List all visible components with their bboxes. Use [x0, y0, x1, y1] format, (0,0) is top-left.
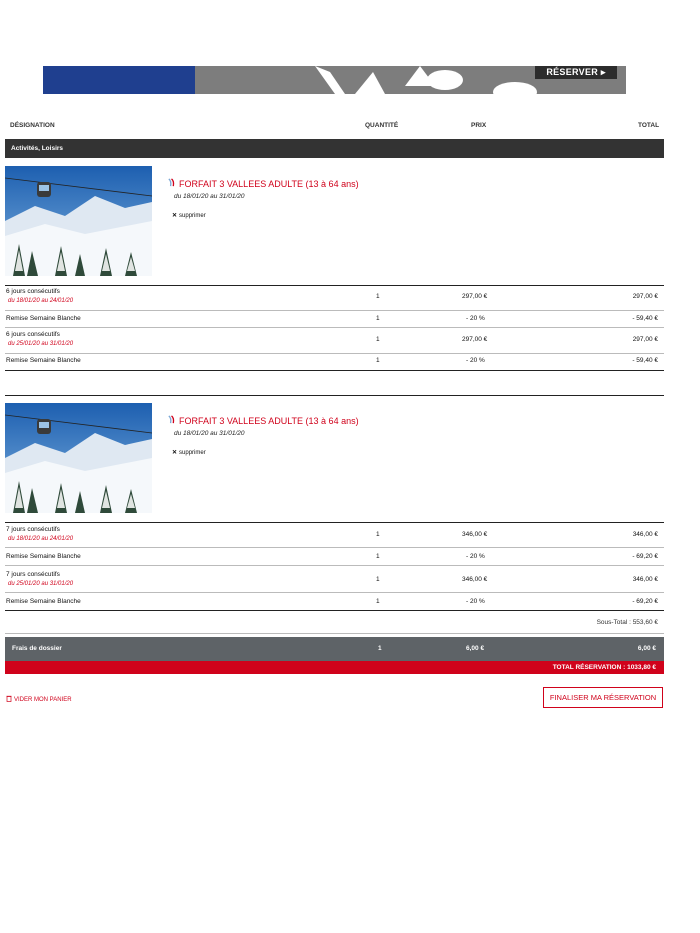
line-total: 297,00 € [632, 336, 658, 343]
grand-total: TOTAL RÉSERVATION : 1033,80 € [552, 664, 656, 671]
fees-qty: 1 [378, 645, 382, 652]
divider [5, 370, 664, 371]
line-label: 7 jours consécutifs [6, 571, 60, 578]
product-title[interactable] [167, 415, 359, 426]
subtotal: Sous-Total : 553,60 € [596, 619, 658, 626]
remove-label: supprimer [179, 212, 206, 219]
column-quantity: QUANTITÉ [365, 122, 399, 129]
line-qty: 1 [376, 357, 380, 364]
line-date: du 25/01/20 au 31/01/20 [8, 341, 74, 347]
line-label: 7 jours consécutifs [6, 526, 60, 533]
line-qty: 1 [376, 336, 380, 343]
product-image [5, 166, 152, 276]
ski-pass-icon [167, 415, 176, 426]
finalize-reservation-button[interactable]: FINALISER MA RÉSERVATION [543, 687, 663, 708]
product-title[interactable] [167, 178, 359, 189]
empty-cart-link[interactable] [6, 695, 72, 704]
line-label: Remise Semaine Blanche [6, 553, 81, 560]
column-total: TOTAL [638, 122, 660, 129]
section-header: Activités, Loisirs [5, 139, 664, 158]
line-qty: 1 [376, 315, 380, 322]
line-price: 297,00 € [462, 336, 488, 343]
line-qty: 1 [376, 293, 380, 300]
line-price: 297,00 € [462, 293, 488, 300]
reserve-button[interactable]: RÉSERVER ▸ [535, 66, 617, 79]
divider [5, 327, 664, 328]
grand-total-row [5, 661, 664, 674]
close-icon: ✕ [172, 213, 178, 219]
ski-pass-icon [167, 178, 176, 189]
product-dates: du 18/01/20 au 31/01/20 [174, 193, 245, 200]
fees-price: 6,00 € [466, 645, 485, 652]
divider [5, 565, 664, 566]
product-title-text: FORFAIT 3 VALLEES ADULTE (13 à 64 ans) [179, 178, 359, 189]
divider [5, 633, 664, 634]
line-label: Remise Semaine Blanche [6, 315, 81, 322]
line-qty: 1 [376, 598, 380, 605]
line-price: - 20 % [466, 553, 485, 560]
line-total: - 59,40 € [632, 357, 658, 364]
divider [5, 610, 664, 611]
divider [5, 285, 664, 286]
divider [5, 547, 664, 548]
product-dates: du 18/01/20 au 31/01/20 [174, 430, 245, 437]
line-price: - 20 % [466, 357, 485, 364]
empty-cart-label: VIDER MON PANIER [14, 696, 72, 703]
line-date: du 18/01/20 au 24/01/20 [8, 536, 74, 542]
fees-row [5, 637, 664, 661]
divider [5, 592, 664, 593]
line-price: 346,00 € [462, 576, 488, 583]
line-total: - 69,20 € [632, 553, 658, 560]
line-date: du 18/01/20 au 24/01/20 [8, 298, 74, 304]
line-qty: 1 [376, 576, 380, 583]
line-total: - 59,40 € [632, 315, 658, 322]
product-image [5, 403, 152, 513]
remove-label: supprimer [179, 449, 206, 456]
banner-blue-panel [43, 66, 195, 94]
column-price: PRIX [471, 122, 487, 129]
line-label: Remise Semaine Blanche [6, 598, 81, 605]
line-total: - 69,20 € [632, 598, 658, 605]
divider [5, 310, 664, 311]
line-label: 6 jours consécutifs [6, 331, 60, 338]
fees-label: Frais de dossier [12, 645, 62, 652]
remove-item-button[interactable] [172, 449, 206, 456]
line-qty: 1 [376, 531, 380, 538]
line-qty: 1 [376, 553, 380, 560]
line-total: 346,00 € [632, 576, 658, 583]
line-label: 6 jours consécutifs [6, 288, 60, 295]
line-price: 346,00 € [462, 531, 488, 538]
divider [5, 353, 664, 354]
line-price: - 20 % [466, 598, 485, 605]
line-date: du 25/01/20 au 31/01/20 [8, 581, 74, 587]
line-total: 346,00 € [632, 531, 658, 538]
divider [5, 522, 664, 523]
close-icon: ✕ [172, 450, 178, 456]
divider [5, 395, 664, 396]
line-total: 297,00 € [632, 293, 658, 300]
remove-item-button[interactable] [172, 212, 206, 219]
line-label: Remise Semaine Blanche [6, 357, 81, 364]
line-price: - 20 % [466, 315, 485, 322]
product-title-text: FORFAIT 3 VALLEES ADULTE (13 à 64 ans) [179, 415, 359, 426]
trash-icon [6, 695, 12, 704]
fees-total: 6,00 € [637, 645, 656, 652]
column-designation: DÉSIGNATION [10, 122, 55, 129]
